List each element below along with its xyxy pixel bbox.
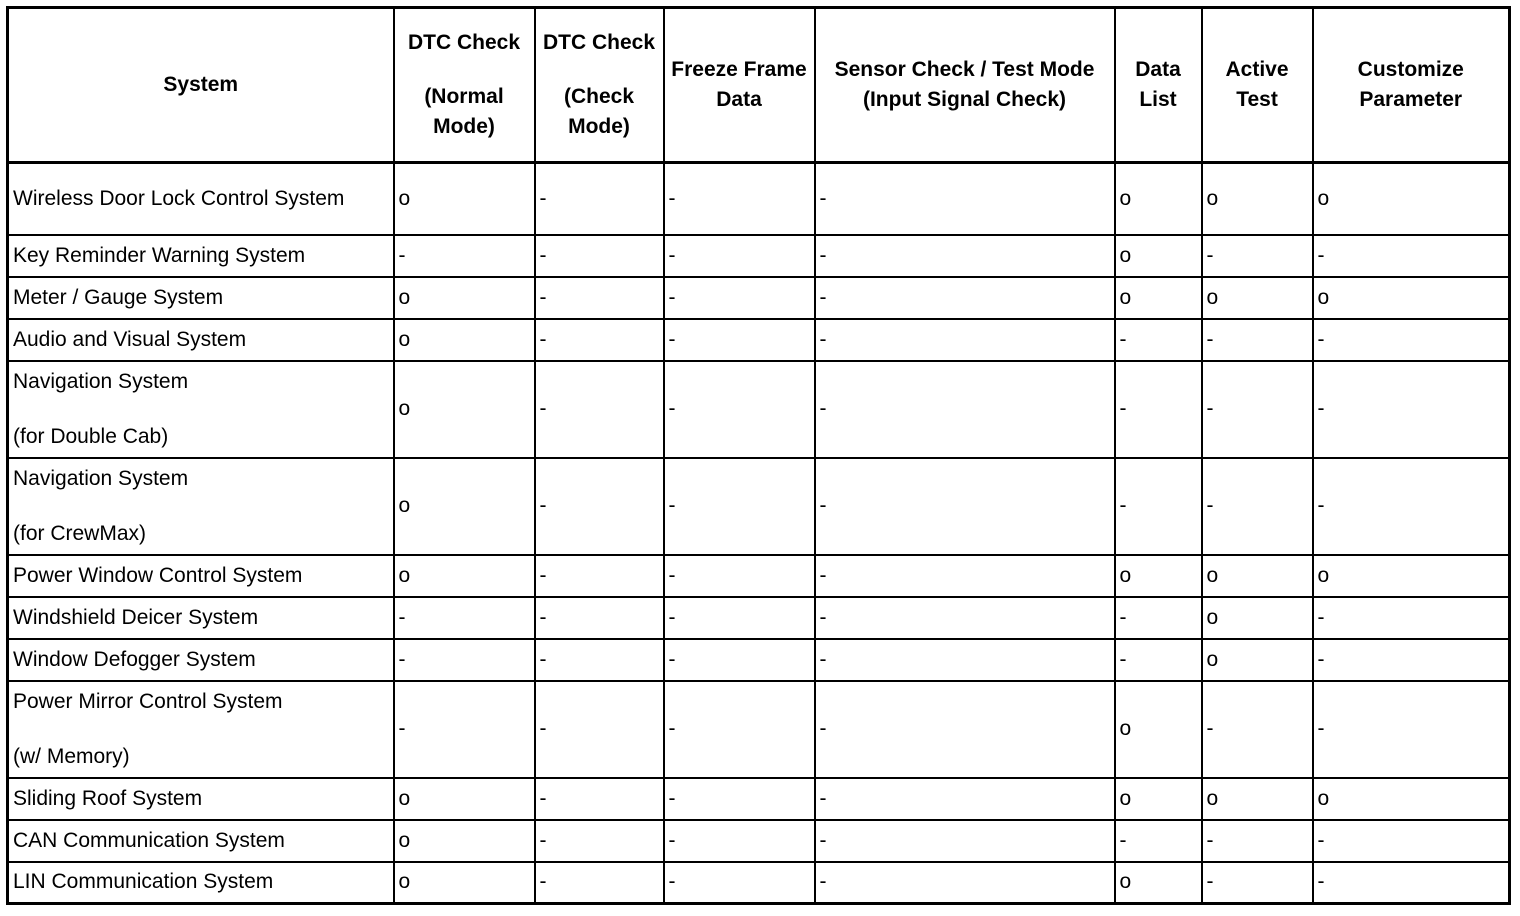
support-cell: - — [664, 163, 815, 235]
table-row — [8, 235, 1510, 277]
support-cell: o — [1202, 163, 1313, 235]
table-body — [8, 163, 1510, 904]
support-cell: - — [1115, 319, 1202, 361]
header-label: System — [163, 73, 239, 96]
support-cell: o — [394, 163, 535, 235]
support-cell: o — [1202, 639, 1313, 681]
support-cell: o — [1202, 555, 1313, 597]
support-cell: - — [1202, 458, 1313, 555]
support-cell: - — [664, 778, 815, 820]
system-cell — [8, 235, 394, 277]
support-cell: - — [535, 778, 664, 820]
support-cell: o — [394, 277, 535, 319]
system-name: Key Reminder Warning System — [13, 243, 306, 267]
support-cell: o — [394, 555, 535, 597]
table-row — [8, 778, 1510, 820]
support-cell: - — [535, 361, 664, 458]
table-row — [8, 361, 1510, 458]
support-cell: - — [664, 681, 815, 778]
header-customize-parameter — [1313, 8, 1510, 163]
support-cell: - — [535, 555, 664, 597]
support-cell: - — [535, 163, 664, 235]
support-cell: - — [664, 597, 815, 639]
support-cell: - — [535, 639, 664, 681]
system-variant: (for Double Cab) — [13, 424, 169, 448]
system-cell — [8, 163, 394, 235]
support-cell: - — [664, 862, 815, 904]
support-cell: - — [815, 778, 1115, 820]
support-cell: - — [1202, 361, 1313, 458]
system-name: Navigation System — [13, 369, 189, 393]
support-cell: - — [1313, 862, 1510, 904]
header-row — [8, 8, 1510, 163]
support-cell: o — [1313, 778, 1510, 820]
support-cell: o — [394, 319, 535, 361]
table-row — [8, 163, 1510, 235]
system-cell — [8, 319, 394, 361]
support-cell: o — [1202, 778, 1313, 820]
system-variant: (for CrewMax) — [13, 521, 147, 545]
system-cell — [8, 277, 394, 319]
system-cell — [8, 862, 394, 904]
header-data-list — [1115, 8, 1202, 163]
support-cell: - — [1313, 681, 1510, 778]
support-cell: o — [1313, 163, 1510, 235]
header-system — [8, 8, 394, 163]
support-cell: - — [535, 820, 664, 862]
support-cell: - — [1313, 639, 1510, 681]
support-cell: - — [394, 235, 535, 277]
system-name: Sliding Roof System — [13, 786, 203, 810]
support-cell: - — [815, 458, 1115, 555]
support-cell: o — [1115, 277, 1202, 319]
system-cell — [8, 458, 394, 555]
header-freeze-frame — [664, 8, 815, 163]
support-cell: - — [1313, 361, 1510, 458]
table-row — [8, 597, 1510, 639]
system-cell — [8, 778, 394, 820]
table-row — [8, 639, 1510, 681]
table-row — [8, 319, 1510, 361]
system-name: Audio and Visual System — [13, 327, 247, 351]
support-cell: o — [394, 778, 535, 820]
support-cell: - — [815, 862, 1115, 904]
system-variant: (w/ Memory) — [13, 744, 130, 768]
support-cell: - — [535, 319, 664, 361]
header-dtc-check — [535, 8, 664, 163]
system-name: CAN Communication System — [13, 828, 285, 852]
table-row — [8, 681, 1510, 778]
system-name: Window Defogger System — [13, 647, 256, 671]
support-cell: - — [394, 681, 535, 778]
support-cell: - — [1115, 639, 1202, 681]
header-label: Sensor Check / Test Mode (Input Signal Check) — [834, 58, 1095, 111]
support-cell: - — [815, 319, 1115, 361]
system-cell — [8, 555, 394, 597]
support-cell: - — [815, 597, 1115, 639]
support-cell: o — [1313, 277, 1510, 319]
support-cell: - — [1202, 862, 1313, 904]
header-sublabel: (Normal Mode) — [424, 85, 504, 138]
support-cell: o — [1202, 597, 1313, 639]
header-label: Data List — [1135, 58, 1181, 111]
system-name: Navigation System — [13, 466, 189, 490]
system-cell — [8, 597, 394, 639]
support-cell: o — [1115, 862, 1202, 904]
system-name: Wireless Door Lock Control System — [13, 186, 345, 210]
system-name: Meter / Gauge System — [13, 285, 224, 309]
support-cell: - — [535, 458, 664, 555]
support-cell: - — [815, 639, 1115, 681]
support-cell: o — [1115, 555, 1202, 597]
header-label: Freeze Frame Data — [671, 58, 807, 111]
support-cell: o — [394, 862, 535, 904]
support-cell: o — [394, 361, 535, 458]
system-name: LIN Communication System — [13, 870, 274, 894]
table-row — [8, 277, 1510, 319]
support-cell: - — [535, 277, 664, 319]
support-cell: - — [1115, 820, 1202, 862]
support-cell: - — [815, 235, 1115, 277]
support-cell: - — [664, 277, 815, 319]
system-cell — [8, 639, 394, 681]
support-cell: - — [535, 862, 664, 904]
system-cell — [8, 361, 394, 458]
table-row — [8, 458, 1510, 555]
support-cell: - — [535, 681, 664, 778]
support-cell: - — [1202, 681, 1313, 778]
support-cell: - — [535, 235, 664, 277]
header-sublabel: (Check Mode) — [563, 85, 635, 138]
system-name: Windshield Deicer System — [13, 605, 259, 629]
support-cell: - — [664, 235, 815, 277]
support-cell: - — [664, 319, 815, 361]
support-cell: - — [1313, 235, 1510, 277]
support-cell: - — [1313, 319, 1510, 361]
table-row — [8, 862, 1510, 904]
support-cell: o — [394, 820, 535, 862]
support-cell: - — [1313, 458, 1510, 555]
support-cell: o — [1313, 555, 1510, 597]
support-cell: - — [815, 361, 1115, 458]
support-cell: - — [815, 555, 1115, 597]
support-cell: o — [1115, 778, 1202, 820]
support-cell: - — [535, 597, 664, 639]
diagnostic-function-table — [6, 6, 1511, 905]
header-active-test — [1202, 8, 1313, 163]
support-cell: - — [664, 820, 815, 862]
header-label: Active Test — [1225, 58, 1289, 111]
system-cell — [8, 681, 394, 778]
support-cell: - — [394, 597, 535, 639]
support-cell: - — [1313, 597, 1510, 639]
support-cell: - — [815, 820, 1115, 862]
support-cell: - — [1115, 361, 1202, 458]
support-cell: - — [1115, 597, 1202, 639]
header-label: DTC Check — [407, 31, 521, 54]
header-label: DTC Check — [542, 31, 656, 54]
support-cell: - — [1202, 319, 1313, 361]
support-cell: - — [815, 277, 1115, 319]
support-cell: - — [1202, 820, 1313, 862]
support-cell: o — [1115, 163, 1202, 235]
support-cell: - — [1115, 458, 1202, 555]
support-cell: - — [1313, 820, 1510, 862]
support-cell: - — [815, 163, 1115, 235]
support-cell: o — [1115, 681, 1202, 778]
support-cell: - — [1202, 235, 1313, 277]
header-label: Customize Parameter — [1357, 58, 1464, 111]
support-cell: - — [815, 681, 1115, 778]
support-cell: - — [664, 361, 815, 458]
support-cell: - — [664, 639, 815, 681]
support-cell: o — [1115, 235, 1202, 277]
table-row — [8, 820, 1510, 862]
support-cell: o — [394, 458, 535, 555]
support-cell: - — [664, 458, 815, 555]
header-sensor-check — [815, 8, 1115, 163]
support-cell: - — [394, 639, 535, 681]
header-dtc-normal — [394, 8, 535, 163]
support-cell: - — [664, 555, 815, 597]
system-cell — [8, 820, 394, 862]
support-cell: o — [1202, 277, 1313, 319]
table-row — [8, 555, 1510, 597]
system-name: Power Window Control System — [13, 563, 303, 587]
system-name: Power Mirror Control System — [13, 689, 283, 713]
